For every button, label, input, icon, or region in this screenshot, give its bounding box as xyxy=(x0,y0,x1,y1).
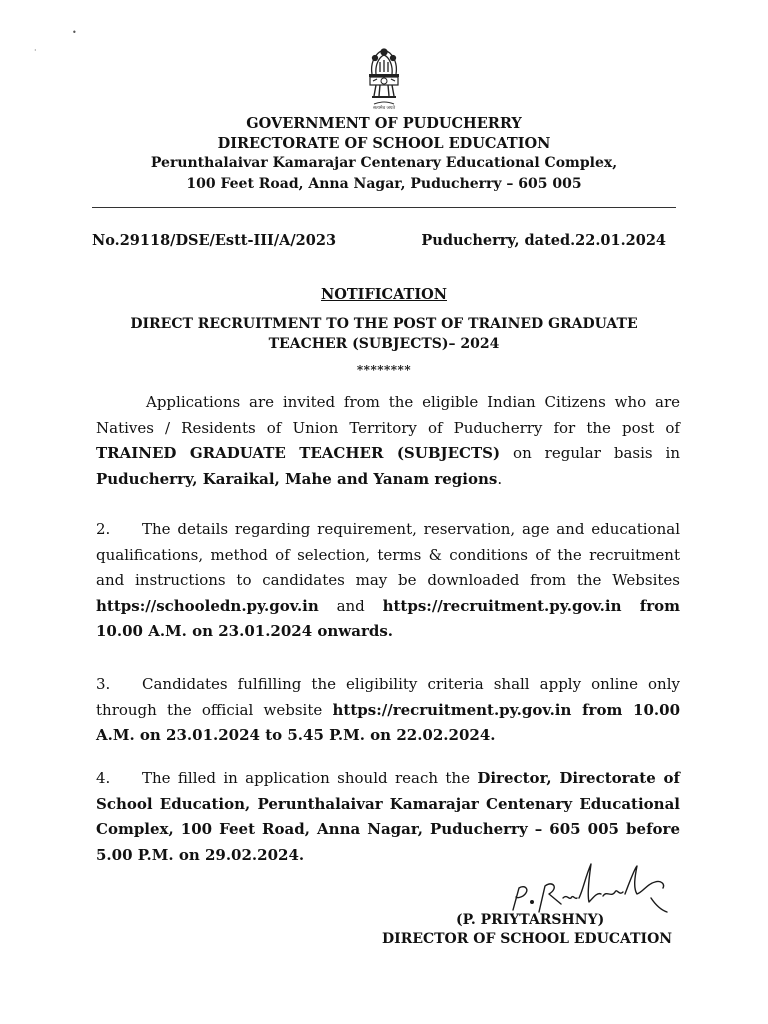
separator-stars: ******** xyxy=(356,363,412,377)
reference-number: No.29118/DSE/Estt-III/A/2023 xyxy=(92,232,337,249)
handwritten-signature xyxy=(505,858,675,916)
government-heading: GOVERNMENT OF PUDUCHERRY xyxy=(246,115,522,132)
address-line-1: Perunthalaivar Kamarajar Centenary Educational Complex, xyxy=(150,155,618,171)
state-emblem-icon xyxy=(358,44,410,110)
subject-line-2: TEACHER (SUBJECTS)– 2024 xyxy=(268,336,500,352)
paragraph-1-text-2: on regular basis in xyxy=(500,444,680,462)
paragraph-4-number: 4. xyxy=(96,769,111,787)
post-name: TRAINED GRADUATE TEACHER (SUBJECTS) xyxy=(96,444,501,462)
paragraph-2-text-2: and xyxy=(318,596,383,615)
paragraph-4 xyxy=(96,766,680,868)
header-divider xyxy=(92,207,676,208)
schooledn-website-link[interactable]: https://schooledn.py.gov.in xyxy=(96,596,319,615)
regions: Puducherry, Karaikal, Mahe and Yanam regions xyxy=(96,469,498,488)
subject-line-1: DIRECT RECRUITMENT TO THE POST OF TRAINED GRADUATE xyxy=(130,316,638,332)
notification-label: NOTIFICATION xyxy=(321,286,447,303)
paragraph-2-text: The details regarding requirement, reservation, age and educational qualifications, method of selection, terms & conditions of the recruitment and instructions to candidates may be downloaded from the Websites xyxy=(96,520,680,589)
subject-heading xyxy=(96,314,672,354)
emblem-motto: सत्यमेव जयते xyxy=(372,106,396,110)
signatory-name: (P. PRIYTARSHNY) xyxy=(456,912,605,928)
paragraph-3-number: 3. xyxy=(96,675,111,693)
paragraph-1-text: Applications are invited from the eligible Indian Citizens who are Natives / Residents of Union Territory of Puducherry for the post of xyxy=(96,393,680,437)
paragraph-2-number: 2. xyxy=(96,520,111,538)
paragraph-4-text: The filled in application should reach the xyxy=(142,769,478,787)
scan-speck: · xyxy=(34,46,37,55)
scan-speck: • xyxy=(72,28,77,37)
paragraph-1 xyxy=(96,390,680,492)
date-line: Puducherry, dated.22.01.2024 xyxy=(421,232,666,249)
recruitment-website-link[interactable]: https://recruitment.py.gov.in from 10.00 A.M. on 23.01.2024 onwards. xyxy=(96,596,680,640)
application-window: https://recruitment.py.gov.in from 10.00 A.M. on 23.01.2024 to 5.45 P.M. on 22.02.2024. xyxy=(96,700,681,744)
directorate-heading: DIRECTORATE OF SCHOOL EDUCATION xyxy=(217,135,551,152)
paragraph-3 xyxy=(96,672,680,749)
paragraph-3-text: Candidates fulfilling the eligibility criteria shall apply online only through the official website xyxy=(96,675,680,719)
paragraph-1-end: . xyxy=(497,469,503,488)
address-line-2: 100 Feet Road, Anna Nagar, Puducherry – 605 005 xyxy=(186,176,582,192)
notification-title xyxy=(0,286,768,303)
submission-address: Director, Directorate of School Education, Perunthalaivar Kamarajar Centenary Educational Complex, 100 Feet Road, Anna Nagar, Puducherry – 605 005 before 5.00 P.M. on 29.02.2024. xyxy=(96,769,681,864)
paragraph-2 xyxy=(96,517,680,645)
signatory-designation: DIRECTOR OF SCHOOL EDUCATION xyxy=(382,931,673,947)
